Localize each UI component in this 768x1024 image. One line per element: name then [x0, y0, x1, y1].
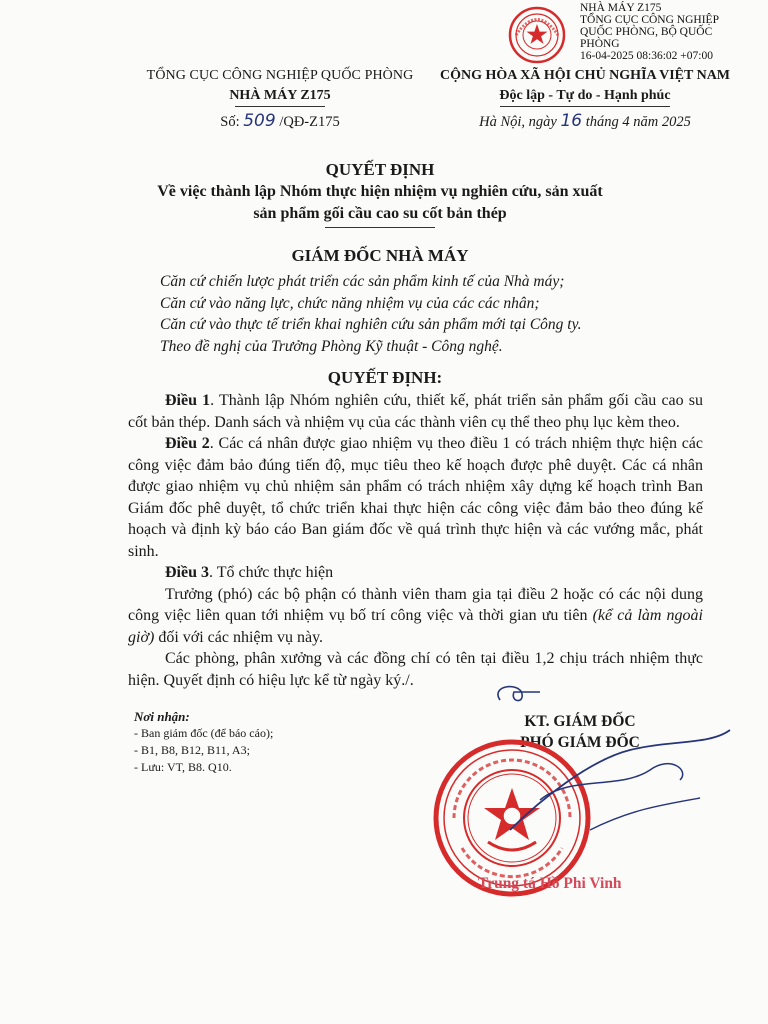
article-1-label: Điều 1 [165, 392, 211, 409]
article-2-label: Điều 2 [165, 435, 210, 452]
decision-body [128, 390, 703, 691]
legal-basis: Căn cứ chiến lược phát triển các sản phẩm kinh tế của Nhà máy; [160, 273, 565, 290]
digital-signature-block [580, 2, 768, 62]
republic-name: CỘNG HÒA XÃ HỘI CHỦ NGHĨA VIỆT NAM [440, 68, 731, 83]
issue-date-day-handwritten: 16 [560, 111, 583, 131]
recipients-label: Nơi nhận: [134, 709, 190, 724]
signature-title-line-2: PHÓ GIÁM ĐỐC [520, 734, 640, 751]
recipient-item: - B1, B8, B12, B11, A3; [134, 743, 250, 757]
article-3-p2-text: Các phòng, phân xưởng và các đồng chí có tên tại điều 1,2 chịu trách nhiệm thực hiện. Quyết định có hiệu lực kể từ ngày ký./. [128, 650, 703, 689]
article-3-p1-italic: (kể cả làm ngoài giờ) [128, 607, 704, 646]
article-3-p1-text: Trưởng (phó) các bộ phận có thành viên tham gia tại điều 2 hoặc có các nội dung công việc liên quan tới nhiệm vụ bố trí công việc và thời gian ưu tiên [128, 585, 703, 624]
recipient-item: - Lưu: VT, B8. Q10. [134, 760, 232, 774]
decision-heading: QUYẾT ĐỊNH: [327, 368, 443, 387]
signer-name: Trung tá Hồ Phi Vinh [478, 875, 622, 892]
title-divider [325, 227, 435, 228]
header-divider [235, 106, 325, 107]
article-1 [128, 390, 703, 433]
article-3-text: . Tổ chức thực hiện [209, 564, 334, 581]
document-type: QUYẾT ĐỊNH [325, 160, 435, 179]
issuing-authority: GIÁM ĐỐC NHÀ MÁY [291, 246, 469, 265]
digital-seal-icon [508, 6, 566, 64]
digital-signature-timestamp: 16-04-2025 08:36:02 +07:00 [580, 50, 713, 62]
handwritten-signature-icon [480, 680, 740, 860]
legal-basis: Theo đề nghị của Trưởng Phòng Kỹ thuật - Công nghệ. [160, 337, 503, 355]
motto-underline [500, 106, 670, 107]
article-1-text: . Thành lập Nhóm nghiên cứu, thiết kế, phát triển sản phẩm gối cầu cao su cốt bản thép. Danh sách và nhiệm vụ của các thành viên cụ thể theo phụ lục kèm theo. [128, 392, 704, 431]
legal-basis: Căn cứ vào năng lực, chức năng nhiệm vụ của các các nhân; [160, 294, 540, 312]
document-number [130, 111, 430, 132]
document-number-prefix: Số: [220, 114, 244, 130]
national-motto: Độc lập - Tự do - Hạnh phúc [499, 88, 671, 103]
legal-basis: Căn cứ vào thực tế triển khai nghiên cứu sản phẩm mới tại Công ty. [160, 316, 582, 333]
digital-signature-line: PHÒNG [580, 38, 620, 50]
signature-title-line-1: KT. GIÁM ĐỐC [524, 713, 636, 730]
issue-date [440, 111, 730, 132]
article-2-text: . Các cá nhân được giao nhiệm vụ theo điều 1 có trách nhiệm thực hiện các công việc đảm bảo đúng tiến độ, mục tiêu theo kế hoạch được phê duyệt. Các cá nhân được giao nhiệm vụ chủ nhiệm sản phẩm có trách nhiệm xây dựng kế hoạch trình Ban Giám đốc phê duyệt, tổ chức triển khai thực hiện các công việc đảm bảo theo đúng kế hoạch và định kỳ báo cáo Ban giám đốc về quá trình thực hiện và các vướng mắc, phát sinh. [128, 435, 704, 560]
article-3-label: Điều 3 [165, 564, 209, 581]
digital-signature-line: NHÀ MÁY Z175 [580, 2, 662, 14]
digital-signature-line: QUỐC PHÒNG, BỘ QUỐC [580, 26, 713, 38]
issue-date-suffix: tháng 4 năm 2025 [582, 114, 691, 130]
article-2 [128, 433, 703, 562]
document-number-handwritten: 509 [243, 111, 276, 131]
national-header [440, 66, 730, 132]
article-3-paragraph-1 [128, 584, 703, 649]
article-3-p1-end: đối với các nhiệm vụ này. [154, 628, 324, 646]
issuer-header [130, 66, 430, 132]
subject-line-1: Về việc thành lập Nhóm thực hiện nhiệm vụ nghiên cứu, sản xuất [157, 183, 603, 200]
digital-signature-line: TỔNG CỤC CÔNG NGHIỆP [580, 14, 719, 26]
document-number-suffix: /QĐ-Z175 [275, 114, 340, 130]
legal-bases [160, 271, 720, 357]
parent-organization: TỔNG CỤC CÔNG NGHIỆP QUỐC PHÒNG [146, 68, 414, 83]
factory-name: NHÀ MÁY Z175 [229, 88, 331, 103]
issue-date-prefix: Hà Nội, ngày [479, 114, 561, 130]
recipients [134, 708, 394, 776]
article-3 [128, 562, 703, 584]
recipient-item: - Ban giám đốc (để báo cáo); [134, 726, 274, 740]
subject-line-2: sản phẩm gối cầu cao su cốt bản thép [253, 205, 507, 222]
decision-title [110, 159, 650, 266]
